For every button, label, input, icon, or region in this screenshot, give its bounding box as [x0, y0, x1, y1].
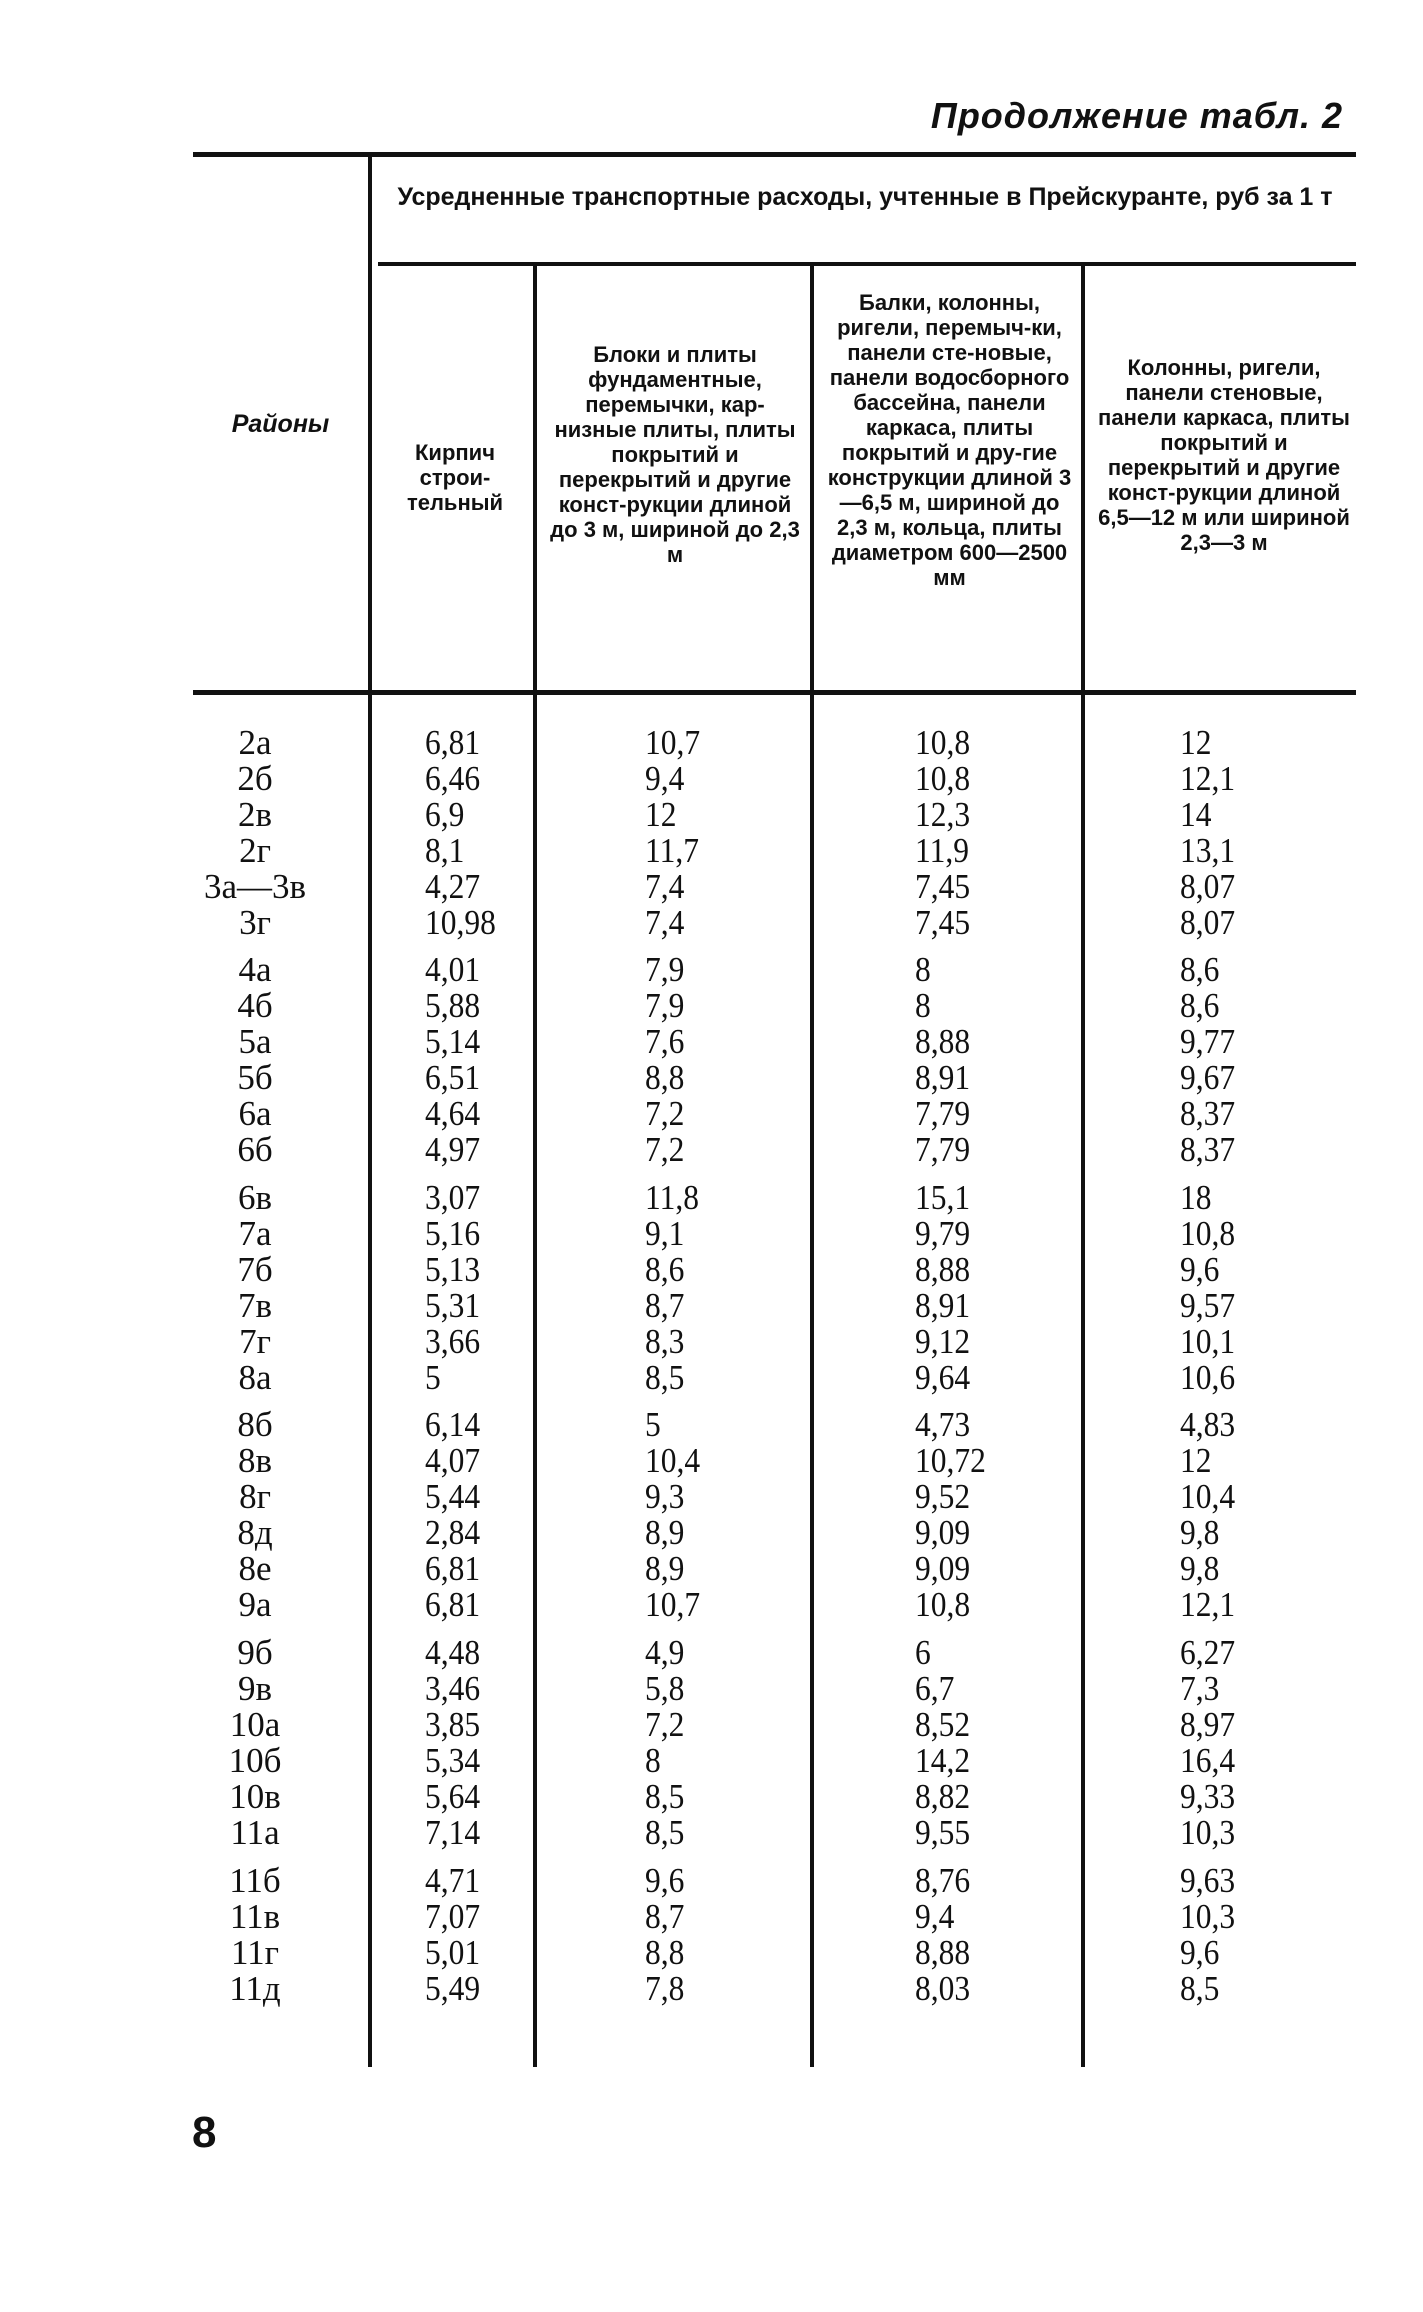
cell-blocks: 8,5 [645, 1813, 685, 1852]
cell-beams: 8,52 [915, 1705, 971, 1744]
cell-region: 9в [237, 1669, 273, 1708]
cell-brick: 8,1 [425, 831, 465, 870]
table-row [0, 1407, 1423, 1443]
table-row [0, 1180, 1423, 1216]
cell-columns: 9,33 [1180, 1777, 1236, 1816]
cell-columns: 6,27 [1180, 1633, 1236, 1672]
cell-brick: 5,16 [425, 1214, 481, 1253]
cell-beams: 12,3 [915, 795, 971, 834]
cell-blocks: 8,3 [645, 1322, 685, 1361]
table-row [0, 797, 1423, 833]
table-row [0, 1815, 1423, 1851]
cell-columns: 4,83 [1180, 1405, 1236, 1444]
cell-blocks: 8,5 [645, 1777, 685, 1816]
cell-beams: 6 [915, 1633, 931, 1672]
table-row [0, 1635, 1423, 1671]
cell-blocks: 7,6 [645, 1022, 685, 1061]
table-caption: Продолжение табл. 2 [930, 95, 1343, 136]
cell-blocks: 7,2 [645, 1094, 685, 1133]
row-group [0, 725, 1423, 941]
header-col-blocks: Блоки и плиты фундаментные, перемычки, кар-низные плиты, плиты покрытий и перекрытий и другие конст-рукции длиной до 3 м, шириной до 2,3 м [550, 342, 800, 567]
cell-blocks: 8,8 [645, 1058, 685, 1097]
cell-beams: 8 [915, 986, 931, 1025]
cell-columns: 9,57 [1180, 1286, 1236, 1325]
cell-beams: 8,03 [915, 1969, 971, 2008]
cell-brick: 5 [425, 1358, 441, 1397]
cell-region: 10б [228, 1741, 282, 1780]
cell-beams: 7,45 [915, 867, 971, 906]
cell-beams: 8,88 [915, 1022, 971, 1061]
cell-columns: 7,3 [1180, 1669, 1220, 1708]
row-group [0, 1180, 1423, 1396]
cell-region: 7а [238, 1214, 272, 1253]
table-row [0, 1024, 1423, 1060]
cell-brick: 3,66 [425, 1322, 481, 1361]
cell-columns: 9,8 [1180, 1549, 1220, 1588]
cell-beams: 9,64 [915, 1358, 971, 1397]
page-number: 8 [192, 2108, 217, 2157]
cell-blocks: 8,7 [645, 1897, 685, 1936]
cell-beams: 11,9 [915, 831, 969, 870]
cell-beams: 9,09 [915, 1549, 971, 1588]
cell-beams: 7,79 [915, 1094, 971, 1133]
cell-brick: 5,34 [425, 1741, 481, 1780]
cell-region: 3а—3в [203, 867, 307, 906]
cell-region: 6а [238, 1094, 272, 1133]
cell-beams: 9,4 [915, 1897, 955, 1936]
cell-columns: 10,3 [1180, 1813, 1236, 1852]
cell-region: 10а [229, 1705, 281, 1744]
cell-brick: 4,71 [425, 1861, 481, 1900]
cell-blocks: 5 [645, 1405, 661, 1444]
cell-region: 8г [239, 1477, 271, 1516]
cell-brick: 6,46 [425, 759, 481, 798]
cell-brick: 6,9 [425, 795, 465, 834]
table-row [0, 988, 1423, 1024]
cell-brick: 6,81 [425, 1585, 481, 1624]
cell-blocks: 7,9 [645, 950, 685, 989]
cell-beams: 8,88 [915, 1933, 971, 1972]
cell-brick: 5,49 [425, 1969, 481, 2008]
cell-brick: 4,64 [425, 1094, 481, 1133]
header-col-beams: Балки, колонны, ригели, перемыч-ки, панели сте-новые, панели водосборного бассейна, панели каркаса, плиты покрытий и дру-гие конструкции длиной 3—6,5 м, шириной до 2,3 м, кольца, плиты диаметром 600—2500 мм [827, 290, 1072, 590]
cell-beams: 9,55 [915, 1813, 971, 1852]
header-col-columns: Колонны, ригели, панели стеновые, панели каркаса, плиты покрытий и перекрытий и другие конст-рукции длиной 6,5—12 м или шириной 2,3—3 м [1098, 355, 1350, 555]
cell-blocks: 7,4 [645, 903, 685, 942]
cell-region: 6б [237, 1130, 273, 1169]
cell-beams: 8 [915, 950, 931, 989]
cell-region: 4б [237, 986, 273, 1025]
cell-blocks: 9,3 [645, 1477, 685, 1516]
cell-columns: 12 [1180, 723, 1212, 762]
cell-blocks: 5,8 [645, 1669, 685, 1708]
cell-region: 10в [229, 1777, 281, 1816]
cell-region: 3г [239, 903, 271, 942]
cell-brick: 6,51 [425, 1058, 481, 1097]
cell-beams: 4,73 [915, 1405, 971, 1444]
cell-beams: 7,45 [915, 903, 971, 942]
table-row [0, 1899, 1423, 1935]
table-row [0, 1671, 1423, 1707]
cell-columns: 10,3 [1180, 1897, 1236, 1936]
cell-beams: 8,91 [915, 1286, 971, 1325]
cell-brick: 3,07 [425, 1178, 481, 1217]
cell-columns: 9,6 [1180, 1933, 1220, 1972]
cell-blocks: 8,6 [645, 1250, 685, 1289]
table-row [0, 1096, 1423, 1132]
cell-brick: 5,64 [425, 1777, 481, 1816]
cell-region: 2а [238, 723, 272, 762]
cell-brick: 4,01 [425, 950, 481, 989]
cell-blocks: 11,8 [645, 1178, 699, 1217]
table-row [0, 1779, 1423, 1815]
cell-columns: 8,6 [1180, 986, 1220, 1025]
cell-columns: 8,5 [1180, 1969, 1220, 2008]
cell-columns: 8,07 [1180, 867, 1236, 906]
cell-blocks: 8,5 [645, 1358, 685, 1397]
cell-columns: 10,8 [1180, 1214, 1236, 1253]
cell-columns: 8,37 [1180, 1130, 1236, 1169]
table-row [0, 1288, 1423, 1324]
cell-region: 7б [237, 1250, 273, 1289]
cell-region: 8б [237, 1405, 273, 1444]
table-row [0, 1743, 1423, 1779]
cell-beams: 9,12 [915, 1322, 971, 1361]
cell-region: 11г [230, 1933, 280, 1972]
cell-blocks: 9,4 [645, 759, 685, 798]
table-row [0, 725, 1423, 761]
cell-beams: 8,82 [915, 1777, 971, 1816]
header-col-brick: Кирпич строи-тельный [406, 440, 504, 515]
table-row [0, 1252, 1423, 1288]
table-row [0, 833, 1423, 869]
cell-brick: 5,01 [425, 1933, 481, 1972]
cell-columns: 8,37 [1180, 1094, 1236, 1133]
cell-blocks: 9,1 [645, 1214, 685, 1253]
table-row [0, 1707, 1423, 1743]
cell-blocks: 10,7 [645, 723, 701, 762]
cell-blocks: 9,6 [645, 1861, 685, 1900]
cell-region: 11б [229, 1861, 281, 1900]
cell-region: 8д [237, 1513, 273, 1552]
cell-region: 7в [237, 1286, 273, 1325]
cell-columns: 9,63 [1180, 1861, 1236, 1900]
table-row [0, 1551, 1423, 1587]
table-row [0, 952, 1423, 988]
header-regions: Районы [231, 410, 330, 438]
table-row [0, 1587, 1423, 1623]
cell-brick: 6,81 [425, 723, 481, 762]
cell-columns: 12,1 [1180, 1585, 1236, 1624]
cell-beams: 10,72 [915, 1441, 986, 1480]
cell-columns: 9,6 [1180, 1250, 1220, 1289]
cell-region: 11в [229, 1897, 281, 1936]
row-group [0, 952, 1423, 1168]
cell-region: 8е [238, 1549, 272, 1588]
cell-blocks: 7,9 [645, 986, 685, 1025]
cell-blocks: 4,9 [645, 1633, 685, 1672]
cell-beams: 9,52 [915, 1477, 971, 1516]
cell-region: 4а [238, 950, 272, 989]
cell-beams: 14,2 [915, 1741, 971, 1780]
table-row [0, 1443, 1423, 1479]
cell-region: 9б [237, 1633, 273, 1672]
cell-region: 6в [237, 1178, 273, 1217]
cell-brick: 5,44 [425, 1477, 481, 1516]
cell-brick: 7,07 [425, 1897, 481, 1936]
cell-brick: 6,14 [425, 1405, 481, 1444]
table-row [0, 1324, 1423, 1360]
cell-region: 2г [239, 831, 271, 870]
table-row [0, 1515, 1423, 1551]
table-row [0, 905, 1423, 941]
cell-brick: 5,13 [425, 1250, 481, 1289]
cell-blocks: 8,9 [645, 1549, 685, 1588]
cell-beams: 9,79 [915, 1214, 971, 1253]
table-row [0, 1971, 1423, 2007]
cell-region: 2в [237, 795, 273, 834]
header-subrule [378, 262, 1356, 266]
cell-columns: 14 [1180, 795, 1212, 834]
table-row [0, 1360, 1423, 1396]
cell-columns: 18 [1180, 1178, 1212, 1217]
table-row [0, 869, 1423, 905]
cell-beams: 8,91 [915, 1058, 971, 1097]
table-row [0, 761, 1423, 797]
table-row [0, 1132, 1423, 1168]
cell-columns: 10,4 [1180, 1477, 1236, 1516]
cell-columns: 9,77 [1180, 1022, 1236, 1061]
cell-brick: 4,97 [425, 1130, 481, 1169]
row-group [0, 1863, 1423, 2007]
table-row [0, 1935, 1423, 1971]
cell-blocks: 12 [645, 795, 677, 834]
cell-blocks: 8,7 [645, 1286, 685, 1325]
table-row [0, 1216, 1423, 1252]
cell-brick: 10,98 [425, 903, 496, 942]
cell-beams: 15,1 [915, 1178, 971, 1217]
cell-brick: 3,85 [425, 1705, 481, 1744]
cell-beams: 7,79 [915, 1130, 971, 1169]
cell-blocks: 10,7 [645, 1585, 701, 1624]
cell-brick: 3,46 [425, 1669, 481, 1708]
row-group [0, 1407, 1423, 1623]
cell-blocks: 11,7 [645, 831, 699, 870]
table-row [0, 1060, 1423, 1096]
cell-region: 8в [237, 1441, 273, 1480]
cell-columns: 10,6 [1180, 1358, 1236, 1397]
cell-columns: 12 [1180, 1441, 1212, 1480]
cell-columns: 9,8 [1180, 1513, 1220, 1552]
cell-blocks: 7,2 [645, 1705, 685, 1744]
cell-beams: 10,8 [915, 723, 971, 762]
cell-region: 9а [238, 1585, 272, 1624]
cell-brick: 5,14 [425, 1022, 481, 1061]
cell-region: 7г [239, 1322, 271, 1361]
cell-blocks: 8,8 [645, 1933, 685, 1972]
table-row [0, 1863, 1423, 1899]
cell-beams: 9,09 [915, 1513, 971, 1552]
cell-brick: 2,84 [425, 1513, 481, 1552]
cell-brick: 4,27 [425, 867, 481, 906]
cell-brick: 5,88 [425, 986, 481, 1025]
cell-brick: 5,31 [425, 1286, 481, 1325]
cell-columns: 8,07 [1180, 903, 1236, 942]
cell-columns: 10,1 [1180, 1322, 1236, 1361]
cell-blocks: 8,9 [645, 1513, 685, 1552]
cell-brick: 4,07 [425, 1441, 481, 1480]
row-group [0, 1635, 1423, 1851]
cell-columns: 16,4 [1180, 1741, 1236, 1780]
table-row [0, 1479, 1423, 1515]
cell-blocks: 10,4 [645, 1441, 701, 1480]
cell-columns: 8,6 [1180, 950, 1220, 989]
cell-blocks: 7,8 [645, 1969, 685, 2008]
cell-beams: 8,76 [915, 1861, 971, 1900]
cell-blocks: 7,4 [645, 867, 685, 906]
cell-region: 2б [237, 759, 273, 798]
cell-beams: 10,8 [915, 759, 971, 798]
cell-columns: 13,1 [1180, 831, 1236, 870]
cell-brick: 4,48 [425, 1633, 481, 1672]
cell-beams: 8,88 [915, 1250, 971, 1289]
cell-blocks: 7,2 [645, 1130, 685, 1169]
cell-columns: 8,97 [1180, 1705, 1236, 1744]
cell-brick: 6,81 [425, 1549, 481, 1588]
cell-columns: 9,67 [1180, 1058, 1236, 1097]
cell-beams: 6,7 [915, 1669, 955, 1708]
cell-region: 11д [229, 1969, 281, 2008]
cell-region: 8а [238, 1358, 272, 1397]
cell-columns: 12,1 [1180, 759, 1236, 798]
cell-region: 5б [237, 1058, 273, 1097]
cell-brick: 7,14 [425, 1813, 481, 1852]
header-transport-costs: Усредненные транспортные расходы, учтенные в Прейскуранте, руб за 1 т [397, 183, 1333, 211]
cell-beams: 10,8 [915, 1585, 971, 1624]
cell-blocks: 8 [645, 1741, 661, 1780]
cell-region: 5а [238, 1022, 272, 1061]
cell-region: 11а [230, 1813, 280, 1852]
